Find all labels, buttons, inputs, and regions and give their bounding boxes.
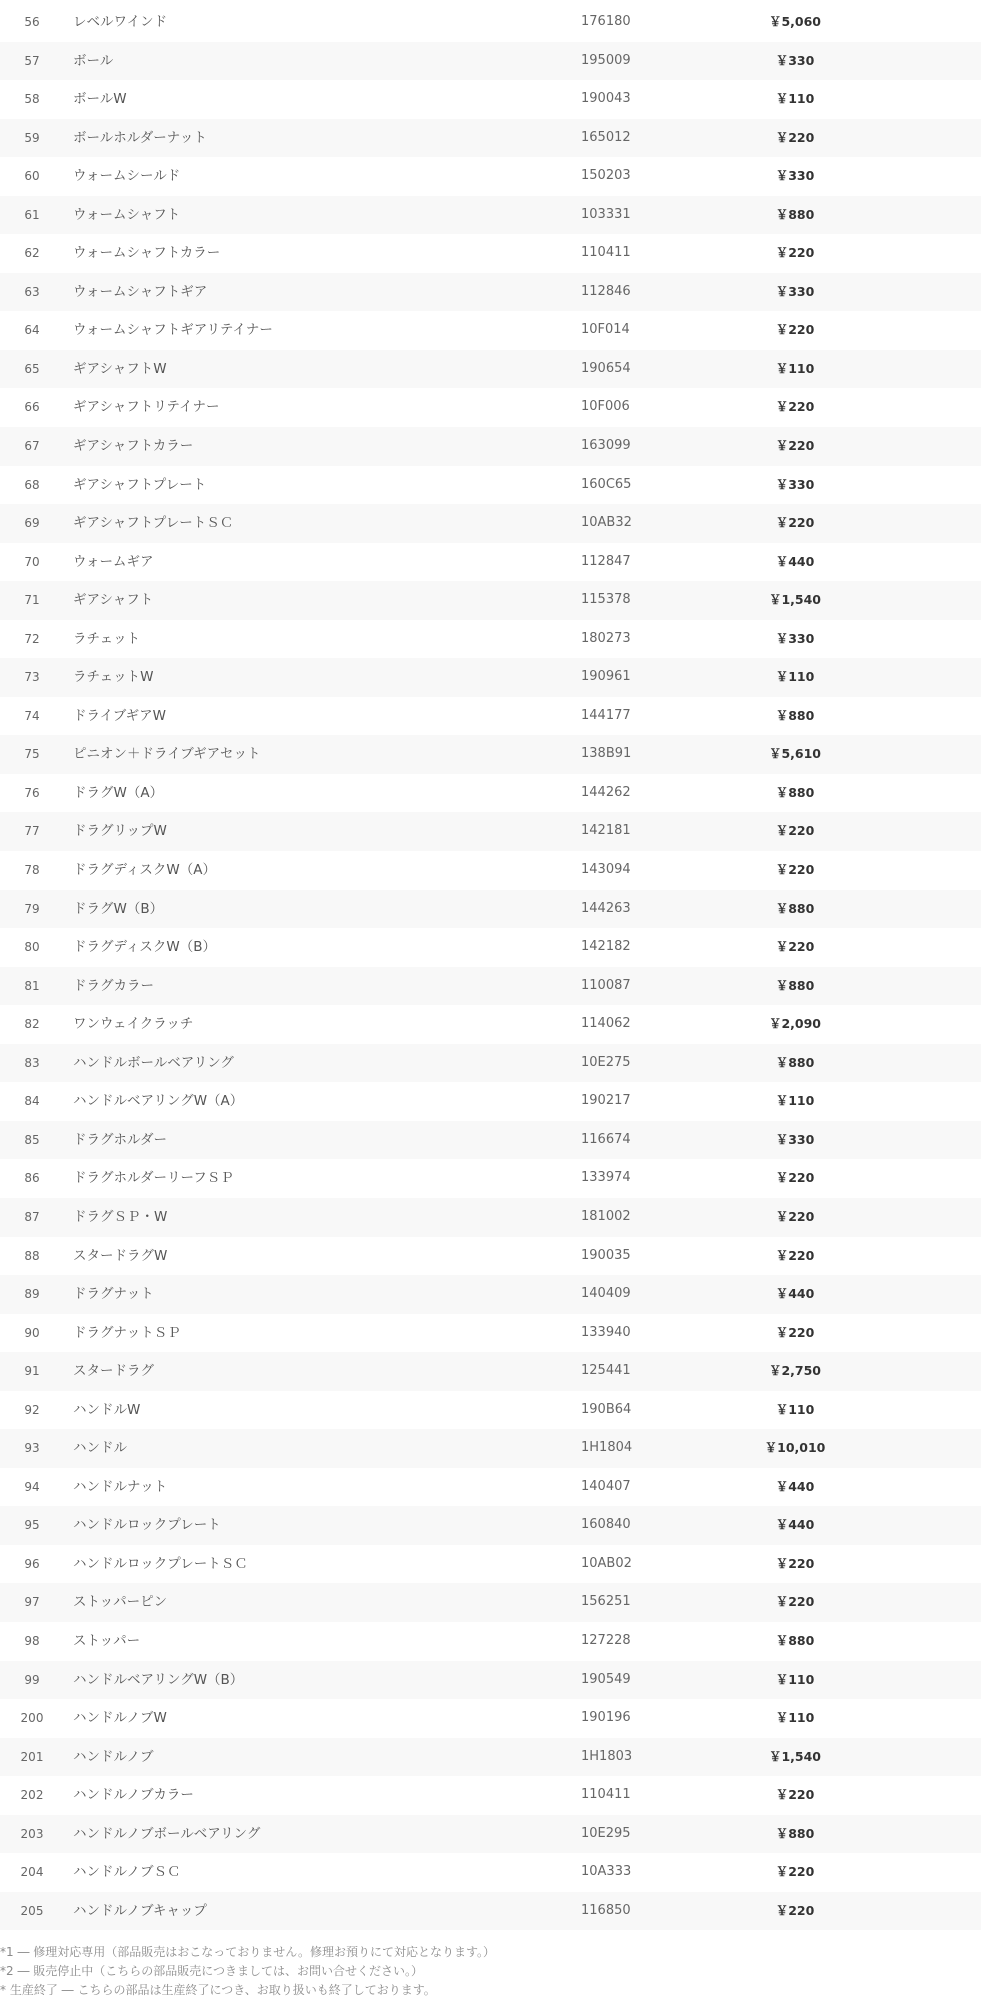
- footnotes: [0, 1943, 981, 2000]
- part-number: 79: [24, 901, 40, 916]
- footnote-repair-only: *1 ― 修理対応専用（部品販売はおこなっておりません。修理お預りにて対応となります。）: [0, 1945, 496, 1959]
- part-number: 70: [24, 554, 40, 569]
- part-name: ハンドルベアリングW（B）: [73, 1671, 244, 1688]
- table-row: [0, 967, 981, 1006]
- table-row: [0, 196, 981, 235]
- part-number: 87: [24, 1209, 40, 1224]
- part-number: 78: [24, 863, 40, 878]
- part-number: 88: [24, 1248, 40, 1263]
- part-price: ￥330: [775, 630, 815, 646]
- part-name: ウォームシャフトギア: [73, 283, 208, 300]
- part-name: ハンドルボールベアリング: [73, 1054, 234, 1071]
- part-number: 98: [24, 1633, 40, 1648]
- part-price: ￥880: [775, 900, 815, 916]
- part-code: 10A333: [581, 1864, 632, 1880]
- part-price: ￥330: [775, 52, 815, 68]
- part-number: 67: [24, 439, 40, 454]
- part-name: ハンドルベアリングW（A）: [73, 1093, 244, 1110]
- part-price: ￥110: [775, 91, 815, 107]
- part-code: 10E295: [581, 1825, 631, 1841]
- table-row: [0, 80, 981, 119]
- part-number: 71: [24, 593, 40, 608]
- table-row: [0, 1738, 981, 1777]
- part-code: 176180: [581, 14, 631, 29]
- table-row: [0, 504, 981, 543]
- part-number: 96: [24, 1556, 40, 1571]
- part-number: 97: [24, 1595, 40, 1610]
- part-price: ￥440: [775, 1478, 815, 1494]
- part-code: 190217: [581, 1093, 631, 1109]
- part-number: 203: [20, 1826, 44, 1841]
- part-name: ハンドルノブキャップ: [73, 1902, 207, 1919]
- part-number: 58: [24, 92, 40, 107]
- part-name: ストッパー: [73, 1632, 141, 1649]
- part-number: 69: [24, 516, 40, 531]
- table-row: [0, 1853, 981, 1892]
- part-name: スタードラグ: [73, 1363, 154, 1380]
- part-number: 61: [24, 207, 40, 222]
- part-name: スタードラグW: [73, 1247, 168, 1264]
- part-number: 65: [24, 361, 40, 376]
- part-price: ￥110: [775, 1671, 815, 1687]
- part-price: ￥880: [775, 784, 815, 800]
- part-code: 190035: [581, 1247, 631, 1263]
- part-price: ￥880: [775, 1632, 815, 1648]
- part-code: 110411: [581, 245, 631, 261]
- part-price: ￥220: [775, 322, 815, 338]
- part-price: ￥220: [775, 1864, 815, 1880]
- part-number: 93: [24, 1441, 40, 1456]
- part-name: ドラグＳＰ・W: [73, 1208, 168, 1225]
- table-row: [0, 1506, 981, 1545]
- part-name: ウォームシャフト: [73, 206, 181, 223]
- table-row: [0, 350, 981, 389]
- part-price: ￥110: [775, 1710, 815, 1726]
- table-row: [0, 1468, 981, 1507]
- part-code: 163099: [581, 438, 631, 454]
- table-row: [0, 42, 981, 81]
- table-row: [0, 1622, 981, 1661]
- part-number: 83: [24, 1055, 40, 1070]
- table-row: [0, 466, 981, 505]
- part-code: 1H1803: [581, 1748, 633, 1764]
- part-price: ￥330: [775, 1131, 815, 1147]
- part-code: 190961: [581, 669, 631, 685]
- part-code: 144177: [581, 707, 631, 723]
- part-code: 10AB02: [581, 1555, 632, 1571]
- part-price: ￥220: [775, 1324, 815, 1340]
- part-code: 150203: [581, 168, 631, 184]
- part-number: 91: [24, 1364, 40, 1379]
- table-row: [0, 581, 981, 620]
- table-row: [0, 774, 981, 813]
- part-price: ￥220: [775, 245, 815, 261]
- part-name: ハンドル: [73, 1440, 127, 1457]
- part-number: 205: [20, 1903, 44, 1918]
- part-name: ストッパーピン: [73, 1594, 168, 1611]
- part-price: ￥110: [775, 1093, 815, 1109]
- part-name: ギアシャフトプレート: [73, 476, 207, 493]
- part-name: ドラグW（B）: [73, 900, 164, 917]
- part-number: 72: [24, 631, 40, 646]
- part-number: 90: [24, 1325, 40, 1340]
- part-name: ハンドルナット: [73, 1478, 168, 1495]
- table-row: [0, 1776, 981, 1815]
- part-name: ハンドルロックプレート: [73, 1517, 221, 1534]
- part-price: ￥220: [775, 515, 815, 531]
- part-code: 127228: [581, 1632, 631, 1648]
- part-code: 112846: [581, 283, 631, 299]
- part-number: 200: [20, 1711, 44, 1726]
- table-row: [0, 1121, 981, 1160]
- part-price: ￥330: [775, 283, 815, 299]
- table-row: [0, 1275, 981, 1314]
- part-code: 195009: [581, 52, 631, 68]
- part-code: 142182: [581, 939, 631, 955]
- table-row: [0, 928, 981, 967]
- part-code: 10F014: [581, 322, 630, 338]
- part-name: ドラグホルダーリーフＳＰ: [73, 1170, 234, 1187]
- part-name: ハンドルW: [73, 1401, 141, 1418]
- part-price: ￥220: [775, 862, 815, 878]
- part-name: ギアシャフトリテイナー: [73, 399, 220, 416]
- part-number: 64: [24, 323, 40, 338]
- part-price: ￥1,540: [768, 592, 822, 608]
- part-number: 95: [24, 1518, 40, 1533]
- table-row: [0, 1545, 981, 1584]
- part-price: ￥220: [775, 1247, 815, 1263]
- part-name: ピニオン＋ドライブギアセット: [73, 746, 261, 763]
- part-name: ボールW: [73, 91, 127, 108]
- table-row: [0, 234, 981, 273]
- part-code: 181002: [581, 1208, 631, 1224]
- table-row: [0, 427, 981, 466]
- part-name: ハンドルノブＳＣ: [73, 1864, 181, 1881]
- table-row: [0, 3, 981, 42]
- part-code: 138B91: [581, 746, 632, 762]
- part-number: 75: [24, 747, 40, 762]
- table-row: [0, 1892, 981, 1931]
- part-price: ￥220: [775, 399, 815, 415]
- part-number: 62: [24, 246, 40, 261]
- part-number: 82: [24, 1017, 40, 1032]
- part-number: 85: [24, 1132, 40, 1147]
- part-code: 10E275: [581, 1054, 631, 1070]
- table-row: [0, 1429, 981, 1468]
- part-name: ドラグディスクW（B）: [73, 939, 217, 956]
- part-price: ￥220: [775, 823, 815, 839]
- part-number: 84: [24, 1094, 40, 1109]
- part-number: 86: [24, 1171, 40, 1186]
- part-number: 80: [24, 940, 40, 955]
- part-price: ￥880: [775, 206, 815, 222]
- part-code: 140409: [581, 1286, 631, 1302]
- part-name: ハンドルノブボールベアリング: [73, 1825, 261, 1842]
- part-code: 116674: [581, 1131, 631, 1147]
- part-price: ￥220: [775, 939, 815, 955]
- part-number: 59: [24, 130, 40, 145]
- table-row: [0, 1815, 981, 1854]
- part-code: 125441: [581, 1363, 631, 1379]
- part-number: 57: [24, 53, 40, 68]
- table-row: [0, 311, 981, 350]
- part-number: 201: [20, 1749, 44, 1764]
- part-name: ワンウェイクラッチ: [73, 1016, 194, 1033]
- table-row: [0, 1237, 981, 1276]
- part-code: 133940: [581, 1324, 631, 1340]
- part-price: ￥440: [775, 1517, 815, 1533]
- part-code: 10F006: [581, 399, 630, 415]
- part-price: ￥220: [775, 1208, 815, 1224]
- part-code: 143094: [581, 862, 631, 878]
- part-price: ￥440: [775, 1286, 815, 1302]
- table-row: [0, 388, 981, 427]
- part-name: ドラグナットＳＰ: [73, 1324, 181, 1341]
- part-number: 68: [24, 477, 40, 492]
- part-name: ハンドルノブ: [73, 1748, 154, 1765]
- parts-table: [0, 3, 981, 1930]
- part-price: ￥220: [775, 1170, 815, 1186]
- part-price: ￥2,750: [768, 1363, 822, 1379]
- table-row: [0, 1352, 981, 1391]
- part-price: ￥220: [775, 1787, 815, 1803]
- table-row: [0, 1699, 981, 1738]
- part-code: 180273: [581, 630, 631, 646]
- table-row: [0, 119, 981, 158]
- part-code: 156251: [581, 1594, 631, 1610]
- part-name: レベルワインド: [73, 14, 168, 30]
- table-row: [0, 890, 981, 929]
- table-row: [0, 1391, 981, 1430]
- part-price: ￥220: [775, 438, 815, 454]
- table-row: [0, 735, 981, 774]
- part-number: 73: [24, 670, 40, 685]
- part-name: ラチェットW: [73, 669, 154, 686]
- table-row: [0, 543, 981, 582]
- part-number: 66: [24, 400, 40, 415]
- part-price: ￥5,060: [768, 14, 822, 29]
- part-number: 56: [24, 15, 40, 29]
- table-row: [0, 157, 981, 196]
- part-code: 115378: [581, 592, 631, 608]
- part-name: ドラグホルダー: [73, 1131, 167, 1148]
- part-name: ドラグカラー: [73, 977, 154, 994]
- part-price: ￥330: [775, 476, 815, 492]
- part-price: ￥880: [775, 1825, 815, 1841]
- table-row: [0, 1005, 981, 1044]
- table-row: [0, 1198, 981, 1237]
- part-number: 81: [24, 978, 40, 993]
- part-name: ドラグディスクW（A）: [73, 862, 217, 879]
- table-row: [0, 658, 981, 697]
- part-price: ￥110: [775, 669, 815, 685]
- part-name: ギアシャフトW: [73, 360, 167, 377]
- part-name: ドラグリップW: [73, 823, 167, 840]
- part-number: 92: [24, 1402, 40, 1417]
- table-row: [0, 273, 981, 312]
- part-number: 99: [24, 1672, 40, 1687]
- part-code: 133974: [581, 1170, 631, 1186]
- footnote-sales-suspended: *2 ― 販売停止中（こちらの部品販売につきましては、お問い合せください。）: [0, 1964, 424, 1978]
- part-code: 160840: [581, 1517, 631, 1533]
- part-price: ￥2,090: [768, 1016, 822, 1032]
- part-price: ￥10,010: [764, 1440, 826, 1456]
- part-code: 144262: [581, 784, 631, 800]
- part-name: ハンドルノブW: [73, 1710, 167, 1727]
- table-row: [0, 697, 981, 736]
- part-price: ￥110: [775, 1401, 815, 1417]
- table-row: [0, 812, 981, 851]
- part-price: ￥330: [775, 168, 815, 184]
- part-number: 60: [24, 169, 40, 184]
- part-price: ￥880: [775, 1054, 815, 1070]
- part-code: 110411: [581, 1787, 631, 1803]
- table-row: [0, 1159, 981, 1198]
- part-price: ￥880: [775, 977, 815, 993]
- part-name: ボール: [73, 52, 114, 69]
- part-name: ギアシャフト: [73, 592, 154, 609]
- part-number: 202: [20, 1788, 44, 1803]
- table-row: [0, 1044, 981, 1083]
- part-number: 204: [20, 1865, 44, 1880]
- part-name: ハンドルノブカラー: [73, 1787, 194, 1804]
- part-code: 190B64: [581, 1401, 632, 1417]
- part-code: 112847: [581, 553, 631, 569]
- part-code: 114062: [581, 1016, 631, 1032]
- part-price: ￥880: [775, 707, 815, 723]
- part-code: 142181: [581, 823, 631, 839]
- part-number: 76: [24, 785, 40, 800]
- part-code: 190043: [581, 91, 631, 107]
- part-number: 77: [24, 824, 40, 839]
- part-price: ￥1,540: [768, 1748, 822, 1764]
- part-name: ウォームシールド: [73, 168, 181, 185]
- part-name: ラチェット: [73, 630, 141, 647]
- part-number: 94: [24, 1479, 40, 1494]
- part-code: 144263: [581, 900, 631, 916]
- part-price: ￥220: [775, 129, 815, 145]
- footnote-discontinued: * 生産終了 ― こちらの部品は生産終了につき、お取り扱いも終了しております。: [0, 1983, 436, 1997]
- part-price: ￥220: [775, 1902, 815, 1918]
- table-row: [0, 1314, 981, 1353]
- part-price: ￥220: [775, 1594, 815, 1610]
- part-price: ￥110: [775, 360, 815, 376]
- table-row: [0, 1082, 981, 1121]
- part-name: ギアシャフトカラー: [73, 438, 194, 455]
- part-code: 190196: [581, 1710, 631, 1726]
- part-code: 1H1804: [581, 1440, 633, 1456]
- table-row: [0, 620, 981, 659]
- part-price: ￥220: [775, 1555, 815, 1571]
- part-name: ウォームシャフトカラー: [73, 245, 221, 262]
- part-name: ウォームギア: [73, 553, 154, 570]
- part-code: 160C65: [581, 476, 632, 492]
- part-code: 116850: [581, 1902, 631, 1918]
- table-row: [0, 1661, 981, 1700]
- table-row: [0, 1583, 981, 1622]
- part-code: 103331: [581, 206, 631, 222]
- part-code: 165012: [581, 129, 631, 145]
- part-name: ドラグW（A）: [73, 784, 164, 801]
- part-name: ギアシャフトプレートＳＣ: [73, 515, 234, 532]
- part-number: 63: [24, 284, 40, 299]
- part-number: 74: [24, 708, 40, 723]
- part-price: ￥440: [775, 553, 815, 569]
- part-name: ドライブギアW: [73, 707, 166, 724]
- part-code: 190549: [581, 1671, 631, 1687]
- part-code: 190654: [581, 360, 631, 376]
- table-row: [0, 851, 981, 890]
- part-code: 110087: [581, 977, 631, 993]
- part-code: 10AB32: [581, 515, 632, 531]
- part-name: ドラグナット: [73, 1286, 154, 1303]
- part-name: ウォームシャフトギアリテイナー: [73, 322, 273, 339]
- part-code: 140407: [581, 1478, 631, 1494]
- part-name: ハンドルロックプレートＳＣ: [73, 1555, 248, 1572]
- part-number: 89: [24, 1287, 40, 1302]
- part-price: ￥5,610: [768, 746, 822, 762]
- part-name: ボールホルダーナット: [73, 129, 207, 146]
